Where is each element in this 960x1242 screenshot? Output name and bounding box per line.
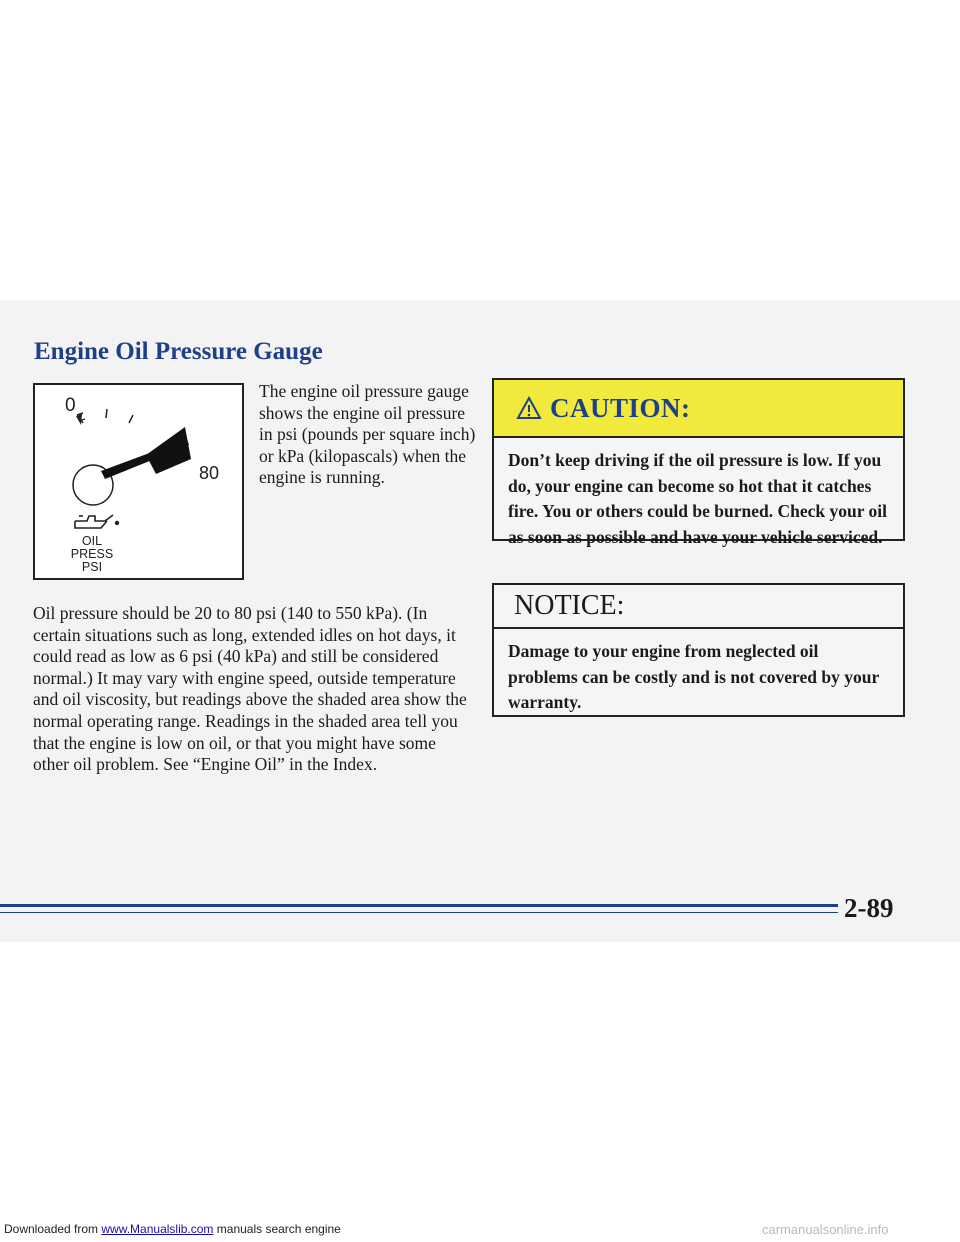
gauge-caption-oil: OIL	[81, 534, 103, 548]
caution-text: Don’t keep driving if the oil pressure is low. If you do, your engine can become so hot that it catches fire. You or others could be burned. Check your oil as soon as possible and have your vehicle serviced.	[508, 450, 888, 547]
section-heading: Engine Oil Pressure Gauge	[34, 338, 323, 365]
footer-suffix: manuals search engine	[213, 1222, 341, 1236]
gauge-tick	[106, 409, 107, 418]
notice-title: NOTICE:	[514, 590, 625, 621]
oil-pressure-gauge-illustration	[33, 383, 244, 580]
caution-header	[494, 380, 903, 438]
gauge-high-label: 80	[199, 463, 220, 483]
gauge-graphic	[35, 385, 242, 578]
notice-text: Damage to your engine from neglected oil problems can be costly and is not covered by your warranty.	[508, 641, 879, 712]
footer-rule-thin	[0, 912, 838, 913]
oil-pressure-paragraph: Oil pressure should be 20 to 80 psi (140 to 550 kPa). (In certain situations such as long, extended idles on hot days, it could read as low as 6 psi (40 kPa) and still be considered normal.) It may vary with engine speed, outside temperature and oil viscosity, but readings above the shaded area show the normal operating range. Readings in the shaded area tell you that the engine is low on oil, or that you might have some other oil problem. See “Engine Oil” in the Index.	[33, 603, 467, 775]
caution-title: CAUTION:	[550, 392, 691, 423]
notice-header	[494, 585, 903, 629]
gauge-tick	[129, 415, 133, 423]
gauge-caption-psi: PSI	[81, 560, 103, 574]
oil-can-icon	[75, 515, 118, 528]
gauge-low-label: 0	[65, 395, 76, 416]
watermark: carmanualsonline.info	[762, 1222, 889, 1237]
gauge-description: The engine oil pressure gauge shows the engine oil pressure in psi (pounds per square inch) or kPa (kilopascals) when the engine is running.	[259, 381, 476, 487]
download-footer	[4, 1222, 341, 1236]
gauge-caption-press: PRESS	[70, 547, 114, 561]
shaded-low-area	[76, 414, 82, 425]
caution-box	[492, 378, 905, 547]
gauge-needle-tip	[146, 427, 191, 474]
footer-rule-thick	[0, 904, 838, 907]
warning-triangle-icon	[516, 396, 542, 420]
manualslib-link[interactable]: www.Manualslib.com	[101, 1222, 214, 1236]
footer-prefix: Downloaded from	[4, 1222, 102, 1236]
notice-box	[492, 583, 905, 717]
page-number: 2-89	[844, 893, 894, 923]
